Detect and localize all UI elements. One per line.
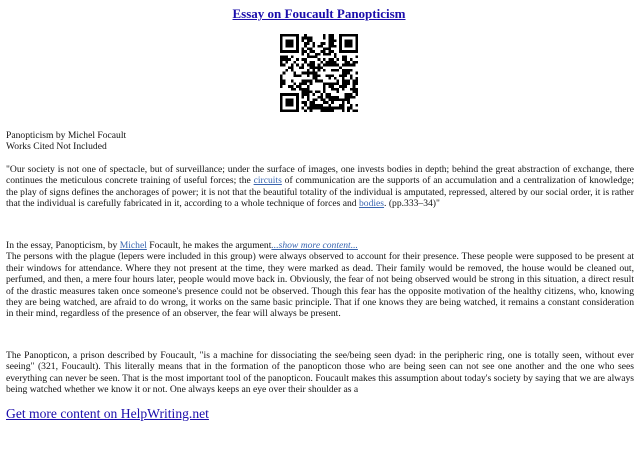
quote-text-1: "Our society is not one of spectacle, but of surveillance; under the surface of images, one invests bodies in depth; behind the great abstraction of exchange, there continues the meticulous concrete training of useful forces; the <box>6 164 634 187</box>
header-info <box>6 130 634 153</box>
para2-intro-cont: Focault, he makes the argument <box>146 240 272 251</box>
quote-paragraph <box>6 164 634 210</box>
essay-paragraph-2 <box>6 240 634 320</box>
header-line-author: Panopticism by Michel Focault <box>6 130 127 141</box>
essay-paragraph-3 <box>6 350 634 396</box>
show-more-link[interactable]: ...show more content... <box>271 240 358 251</box>
para3-text: The Panopticon, a prison described by Foucault, "is a machine for dissociating the see/being seen dyad: in the peripheric ring, one is totally seen, without ever seeing" (321, Foucault). This literally means that in the formation of the panopticon those who are being seen can not see one another and the one who sees everything can never be seen. That is the most important tool of the panopticon. Foucault makes this assumption about today's society by saying that we are always being watched whether we know it or not. One always keeps an eye over their shoulder as a <box>6 350 634 396</box>
quote-text-2: of communication are the supports of an accumulation and a centralization of knowledge; the play of signs defines the anchorages of power; it is not that the beautiful totality of the individual is amputated, repressed, altered by our social order, it is rather that the individual is carefully fabricated in it, according to a whole technique of forces and <box>6 175 634 210</box>
get-more-content-link[interactable]: Get more content on HelpWriting.net <box>6 406 209 421</box>
quote-text-3: . (pp.333–34)" <box>384 198 440 210</box>
michel-link[interactable]: Michel <box>119 240 147 251</box>
header-line-works-cited: Works Cited Not Included <box>6 141 107 153</box>
para2-intro: In the essay, Panopticism, by <box>6 240 120 251</box>
qr-code-icon <box>280 34 358 112</box>
bodies-link[interactable]: bodies <box>358 198 385 210</box>
para2-body: The persons with the plague (lepers were included in this group) were always observed to account for their presence. These people were supposed to be present at their windows for attendance. Where they not present at the time, they were marked as dead. Their family would be removed, the house would be cleaned out, perfumed, and then, a mere four hours later, people would move back in. Obviously, the fear of not being observed would be strong in this situation, a direct result of the drastic measures taken once someone's presence could not be observed. Though this fear has the opposite motivation of the healthy citizens, who, knowing they are being watched, are afraid to do wrong, it works on the same basic principle. That if one knows they are being watched, it remains a constant consideration in their mind, regardless of the presence of an observer, the fear will always be present. <box>6 251 634 320</box>
title-link[interactable]: Essay on Foucault Panopticism <box>232 6 406 21</box>
page-title <box>0 6 638 21</box>
circuits-link[interactable]: circuits <box>253 175 282 187</box>
